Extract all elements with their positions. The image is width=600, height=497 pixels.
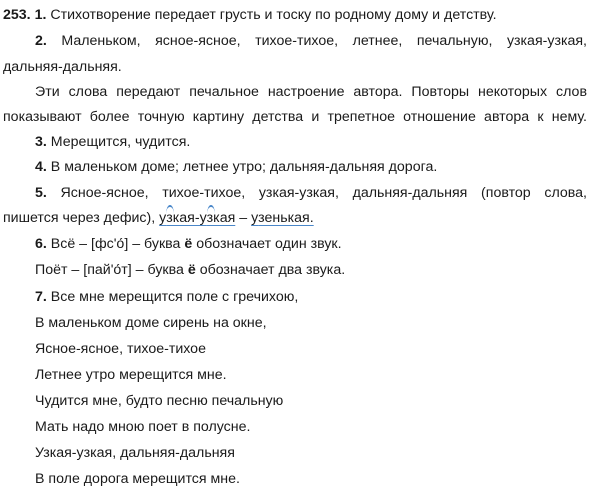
item-2-line-1 xyxy=(35,31,587,51)
item-6-explanation-1: обозначает один звук. xyxy=(196,236,342,252)
item-2-paragraph-line-1: Эти слова передают печальное настроение автора. Повторы некоторых слов xyxy=(35,84,587,100)
poem-line: Все мне мерещится поле с гречихою, xyxy=(50,289,299,305)
item-5-line-2 xyxy=(3,208,314,228)
item-2-number: 2. xyxy=(35,33,47,49)
item-7-number: 7. xyxy=(35,289,47,305)
letter-yo-2: ё xyxy=(187,262,196,278)
poem-line: Ясное-ясное, тихое-тихое xyxy=(35,341,206,357)
letter-yo-1: ё xyxy=(184,236,193,252)
word-uzenkaya: узенькая. xyxy=(251,210,314,226)
item-2-line-2: дальняя-дальняя. xyxy=(3,59,122,75)
item-4-text: В маленьком доме; летнее утро; дальняя-дальняя дорога. xyxy=(50,159,438,175)
item-6-explanation-2: обозначает два звука. xyxy=(199,262,346,278)
item-5-line-1 xyxy=(35,183,587,203)
item-2-paragraph-line-2: показывают более точную картину детства и трепетное отношение автора к нему. xyxy=(3,109,587,125)
item-3-text: Мерещится, чудится. xyxy=(50,134,191,150)
item-5-words: Ясное-ясное, тихое-тихое, узкая-узкая, дальняя-дальняя (повтор слова, xyxy=(60,185,587,201)
item-6-line-1 xyxy=(35,234,342,254)
poem-line: Узкая-узкая, дальняя-дальняя xyxy=(35,445,235,461)
item-6-transcription-2: Поёт – [пай'о́т] – буква xyxy=(35,262,184,278)
poem-line: В маленьком доме сирень на окне, xyxy=(35,315,267,331)
root-arc xyxy=(166,205,174,214)
item-5-prefix: пишется через дефис), xyxy=(3,210,156,226)
item-6-number: 6. xyxy=(35,236,47,252)
item-1-text: Стихотворение передает грусть и тоску по родному дому и детству. xyxy=(50,7,497,23)
poem-line: В поле дорога мерещится мне. xyxy=(35,471,240,487)
poem-line: Чудится мне, будто песню печальную xyxy=(35,393,284,409)
poem-line: Мать надо мною поет в полусне. xyxy=(35,419,251,435)
exercise-number: 253. xyxy=(3,7,31,23)
item-6-line-2 xyxy=(35,260,345,280)
item-3 xyxy=(35,132,190,152)
item-4-number: 4. xyxy=(35,159,47,175)
word-uzkaya-uzkaya: у зкая-у зкая xyxy=(159,210,235,226)
item-1-number: 1. xyxy=(34,7,47,23)
item-2-words: Маленьком, ясное-ясное, тихое-тихое, летнее, печальную, узкая-узкая, xyxy=(61,33,587,49)
item-5-number: 5. xyxy=(35,185,47,201)
item-6-transcription-1: Всё – [фс'о́] – буква xyxy=(50,236,181,252)
item-3-number: 3. xyxy=(35,134,47,150)
item-7-line-1 xyxy=(35,287,298,307)
poem-line: Летнее утро мерещится мне. xyxy=(35,367,227,383)
item-4 xyxy=(35,157,437,177)
item-1 xyxy=(3,5,497,25)
root-arc xyxy=(207,205,215,214)
dash: – xyxy=(239,210,248,226)
